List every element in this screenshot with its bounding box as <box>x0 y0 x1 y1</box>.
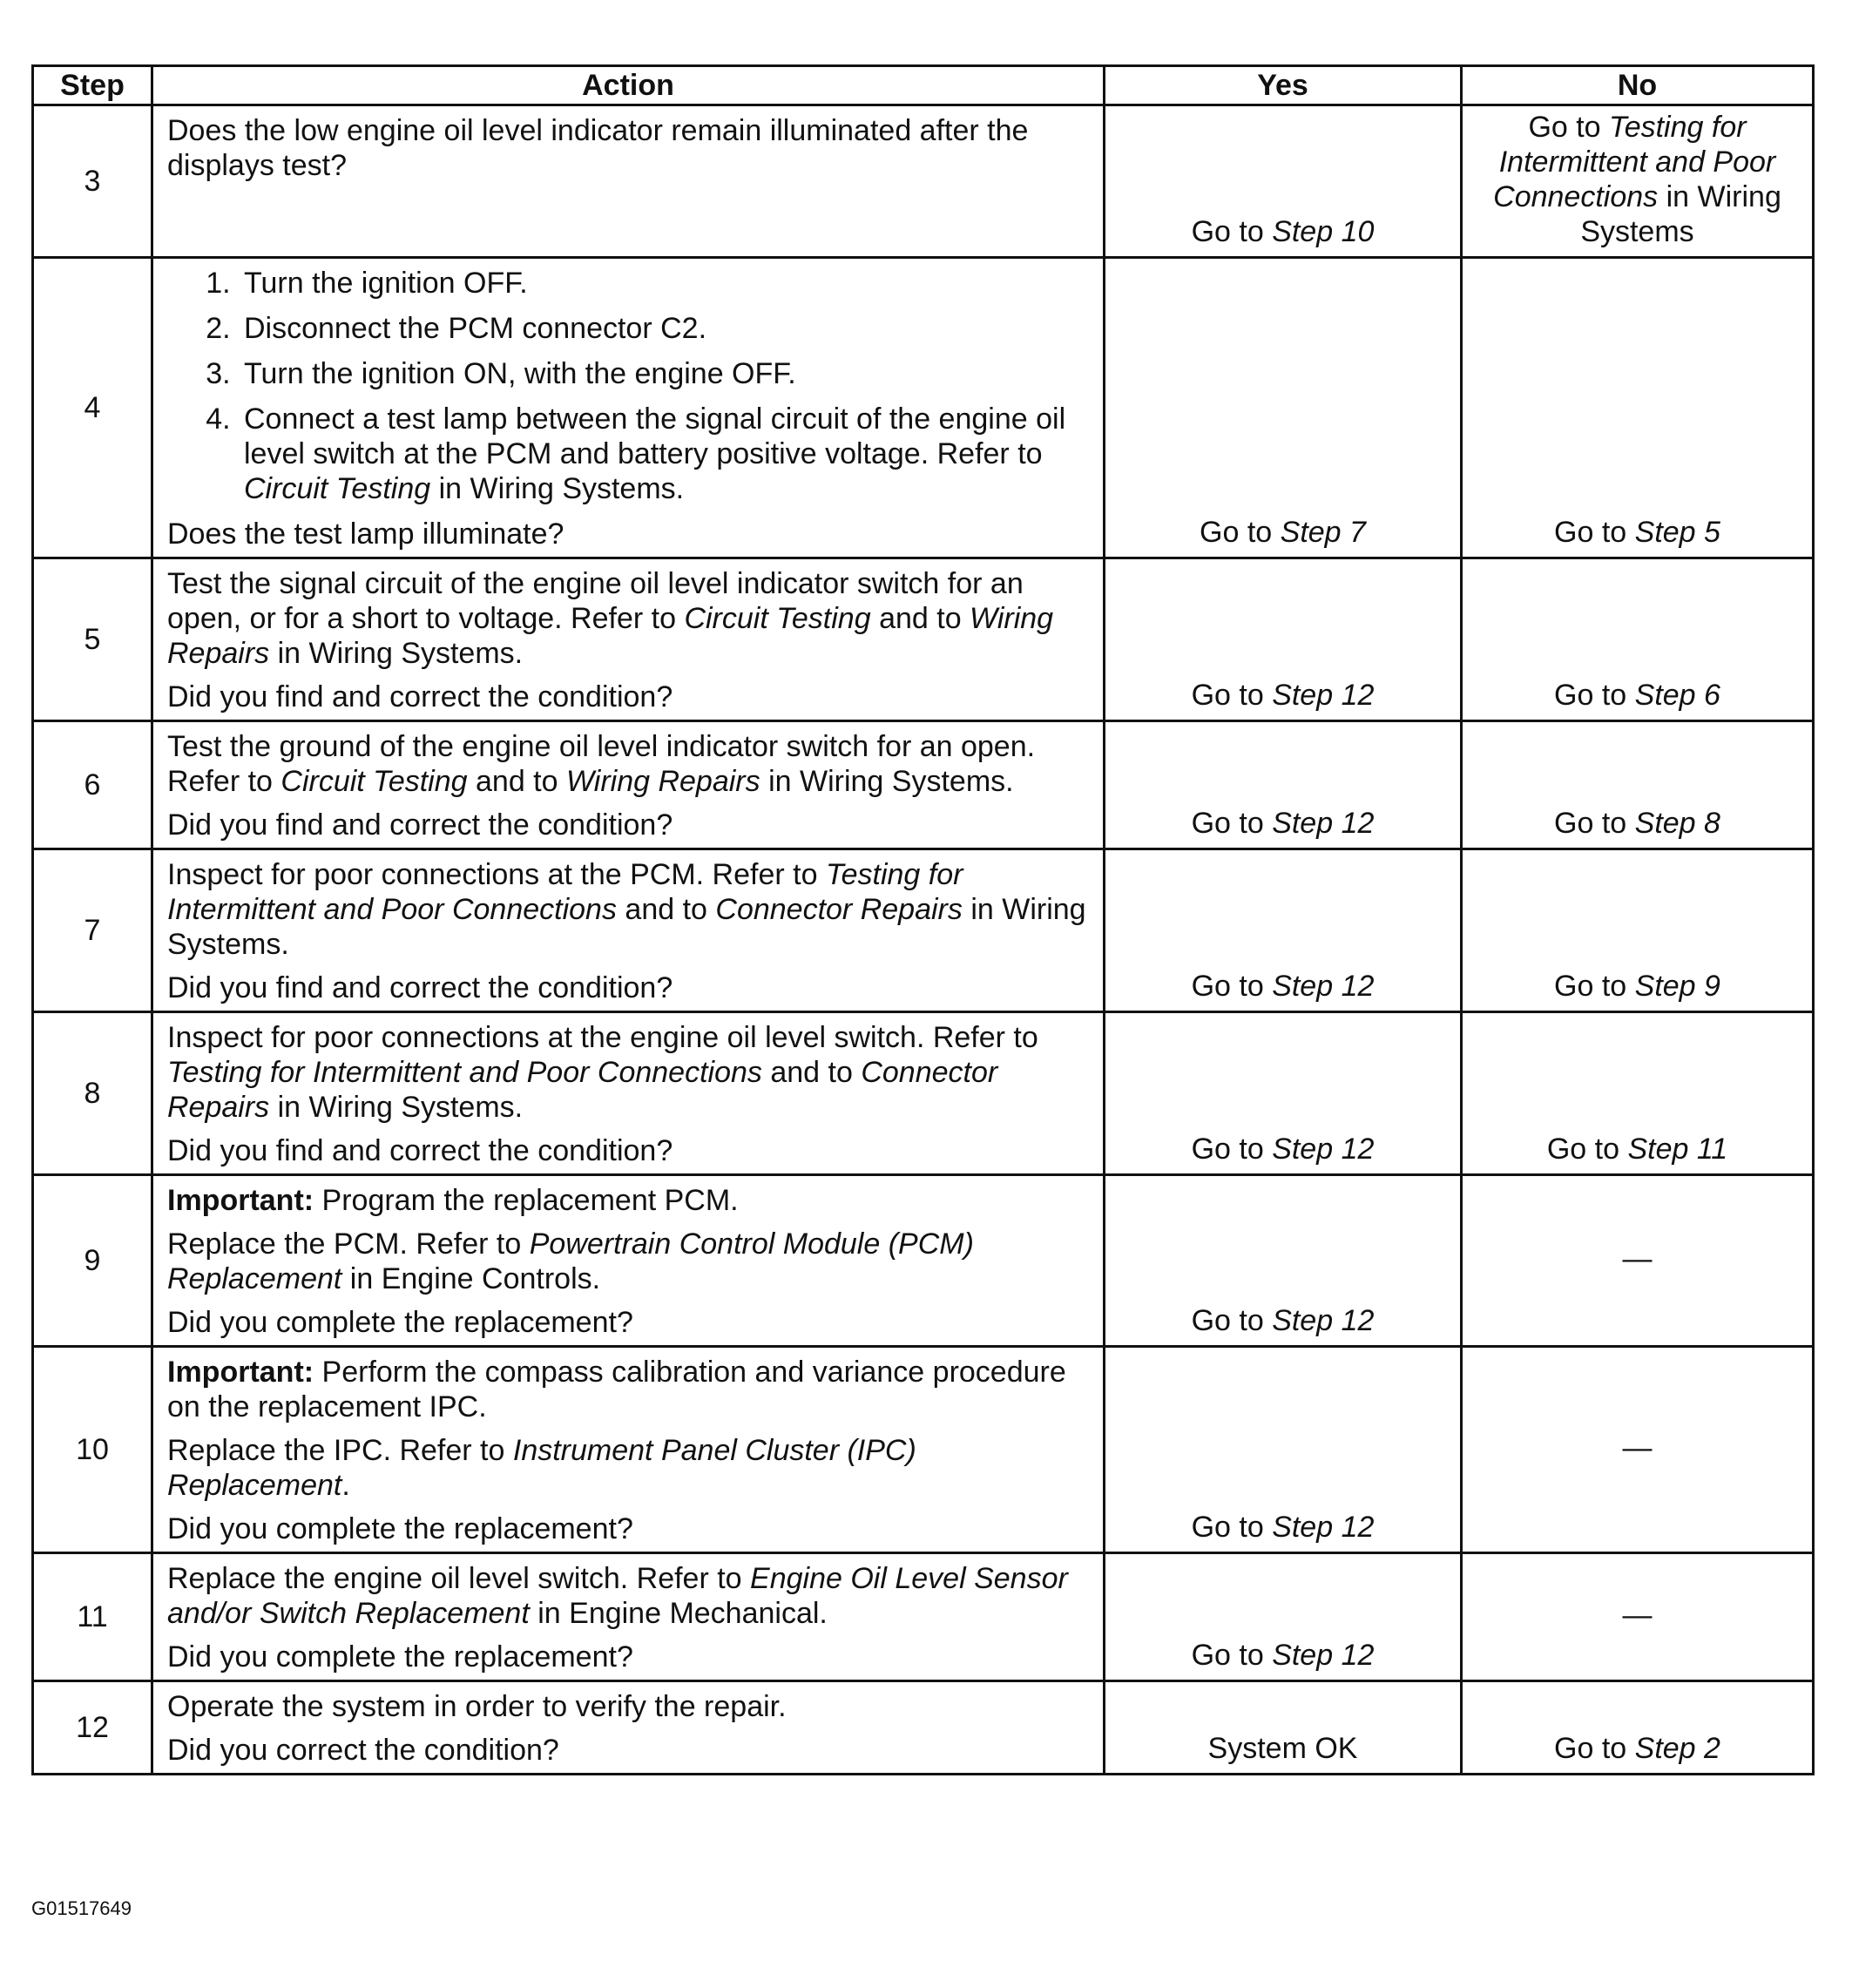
reference-title: Step 12 <box>1272 679 1375 712</box>
text-run: System OK <box>1207 1732 1358 1765</box>
reference-title: Testing for Intermittent and Poor Connections <box>1493 111 1776 213</box>
text-run: Test the ground of the engine oil level indicator switch for an open. Refer to <box>167 730 1036 798</box>
reference-title: Step 6 <box>1634 679 1720 712</box>
action-cell <box>152 558 1105 721</box>
table-body <box>33 105 1814 1775</box>
reference-title: Step 12 <box>1272 1639 1375 1672</box>
reference-title: Testing for Intermittent and Poor Connections <box>167 858 963 926</box>
text-run: Go to <box>1554 807 1635 840</box>
action-question: Does the test lamp illuminate? <box>167 517 564 551</box>
step-number: 4 <box>33 258 152 558</box>
text-run: Go to <box>1191 679 1273 712</box>
text-run: and to <box>761 1056 862 1089</box>
action-cell <box>152 1347 1105 1553</box>
text-run: Perform the compass calibration and variance procedure on the replacement IPC. <box>167 1356 1066 1423</box>
yes-result <box>1105 721 1462 849</box>
text-run: Connect a test lamp between the signal circuit of the engine oil level switch at the PCM and battery positive voltage. Refer to <box>244 402 1066 470</box>
reference-title: Step 12 <box>1272 1304 1375 1337</box>
text-run: Go to <box>1554 970 1635 1003</box>
text-run: Disconnect the PCM connector C2. <box>244 312 707 345</box>
yes-result <box>1105 105 1462 258</box>
text-run: Replace the IPC. Refer to <box>167 1434 513 1467</box>
yes-result <box>1105 1681 1462 1775</box>
action-question: Did you complete the replacement? <box>167 1512 633 1545</box>
text-run: and to <box>870 602 970 635</box>
text-run: Test the signal circuit of the engine oil level indicator switch for an open, or for a short to voltage. Refer to <box>167 567 1024 635</box>
text-run: Go to <box>1191 807 1273 840</box>
reference-title: Connector Repairs <box>167 1056 998 1124</box>
action-cell <box>152 258 1105 558</box>
text-run: and to <box>467 765 566 798</box>
text-run: Go to <box>1191 1511 1273 1544</box>
action-cell <box>152 721 1105 849</box>
yes-result <box>1105 849 1462 1012</box>
reference-title: Step 10 <box>1272 215 1375 248</box>
reference-title: Instrument Panel Cluster (IPC) Replacement <box>167 1434 916 1502</box>
table-row <box>33 105 1814 258</box>
text-run: Turn the ignition ON, with the engine OFF. <box>244 357 796 390</box>
text-run: Go to <box>1200 516 1281 549</box>
step-number: 6 <box>33 721 152 849</box>
step-number: 5 <box>33 558 152 721</box>
action-step-item <box>239 356 1091 391</box>
diagnostic-table <box>31 64 1815 1775</box>
reference-title: Step 8 <box>1634 807 1720 840</box>
action-paragraph <box>167 566 1091 671</box>
text-run: in Wiring Systems. <box>760 765 1014 798</box>
step-number: 7 <box>33 849 152 1012</box>
step-number: 12 <box>33 1681 152 1775</box>
text-run: and to <box>616 893 716 926</box>
figure-id: G01517649 <box>31 1897 132 1919</box>
action-paragraph <box>167 729 1091 799</box>
reference-title: Testing for Intermittent and Poor Connections <box>167 1056 762 1089</box>
table-row <box>33 721 1814 849</box>
action-cell <box>152 105 1105 258</box>
action-step-item <box>239 402 1091 506</box>
text-run: . <box>341 1469 350 1502</box>
no-result <box>1462 1012 1814 1175</box>
reference-title: Wiring Repairs <box>565 765 760 798</box>
text-run: — <box>1622 1242 1653 1275</box>
action-step-list <box>167 266 1091 506</box>
action-paragraph <box>167 1433 1091 1503</box>
no-result <box>1462 1553 1814 1681</box>
table-row <box>33 1012 1814 1175</box>
yes-result <box>1105 1553 1462 1681</box>
text-run: Go to <box>1528 111 1610 144</box>
reference-title: Step 2 <box>1634 1732 1720 1765</box>
text-run: in Wiring Systems. <box>430 472 685 505</box>
reference-title: Step 11 <box>1627 1133 1728 1166</box>
action-paragraph <box>167 1020 1091 1125</box>
text-run: Inspect for poor connections at the PCM. Refer to <box>167 858 826 891</box>
table-row <box>33 1553 1814 1681</box>
text-run: Replace the PCM. Refer to <box>167 1227 530 1261</box>
action-step-item <box>239 311 1091 346</box>
text-run: Go to <box>1191 1133 1273 1166</box>
yes-result <box>1105 1012 1462 1175</box>
action-question: Did you correct the condition? <box>167 1734 559 1767</box>
text-run: Go to <box>1191 215 1273 248</box>
action-paragraph <box>167 1183 1091 1218</box>
yes-result <box>1105 258 1462 558</box>
reference-title: Circuit Testing <box>281 765 468 798</box>
reference-title: Step 9 <box>1634 970 1720 1003</box>
action-paragraph <box>167 113 1091 183</box>
action-paragraph <box>167 857 1091 962</box>
text-run: Turn the ignition OFF. <box>244 267 528 300</box>
text-run: Go to <box>1554 516 1635 549</box>
text-run: Program the replacement PCM. <box>314 1184 739 1217</box>
no-result <box>1462 1347 1814 1553</box>
text-run: Go to <box>1191 1639 1273 1672</box>
no-result <box>1462 558 1814 721</box>
reference-title: Connector Repairs <box>715 893 963 926</box>
yes-result <box>1105 558 1462 721</box>
text-run: in Wiring Systems <box>1580 180 1781 248</box>
reference-title: Step 12 <box>1272 1133 1375 1166</box>
action-cell <box>152 1681 1105 1775</box>
text-run: Go to <box>1191 1304 1273 1337</box>
text-run: in Wiring Systems. <box>167 893 1086 961</box>
action-question: Did you complete the replacement? <box>167 1640 633 1674</box>
step-number: 10 <box>33 1347 152 1553</box>
action-question: Did you find and correct the condition? <box>167 971 673 1004</box>
no-result <box>1462 1175 1814 1347</box>
action-cell <box>152 1553 1105 1681</box>
action-question: Did you find and correct the condition? <box>167 808 673 842</box>
table-row <box>33 1175 1814 1347</box>
table-header-row <box>33 66 1814 105</box>
no-result <box>1462 849 1814 1012</box>
action-paragraph <box>167 1227 1091 1296</box>
action-question: Did you complete the replacement? <box>167 1306 633 1339</box>
table-row <box>33 849 1814 1012</box>
reference-title: Step 12 <box>1272 970 1375 1003</box>
reference-title: Powertrain Control Module (PCM) Replacement <box>167 1227 974 1295</box>
header-step: Step <box>33 66 152 105</box>
reference-title: Circuit Testing <box>244 472 431 505</box>
text-run: Operate the system in order to verify the repair. <box>167 1690 787 1723</box>
text-run: — <box>1622 1431 1653 1464</box>
yes-result <box>1105 1175 1462 1347</box>
text-run: in Engine Mechanical. <box>529 1597 828 1630</box>
step-number: 8 <box>33 1012 152 1175</box>
action-step-item <box>239 266 1091 301</box>
yes-result <box>1105 1347 1462 1553</box>
reference-title: Engine Oil Level Sensor and/or Switch Replacement <box>167 1562 1068 1630</box>
text-run: Go to <box>1546 1133 1628 1166</box>
action-cell <box>152 1012 1105 1175</box>
text-run: — <box>1622 1599 1653 1632</box>
table-row <box>33 558 1814 721</box>
text-run: Go to <box>1191 970 1273 1003</box>
header-action: Action <box>152 66 1105 105</box>
text-run: in Engine Controls. <box>341 1262 601 1295</box>
table-row <box>33 1681 1814 1775</box>
reference-title: Circuit Testing <box>684 602 871 635</box>
no-result <box>1462 105 1814 258</box>
action-cell <box>152 849 1105 1012</box>
text-run: Does the low engine oil level indicator remain illuminated after the displays test? <box>167 114 1029 182</box>
text-run: Inspect for poor connections at the engine oil level switch. Refer to <box>167 1021 1038 1054</box>
action-paragraph <box>167 1561 1091 1631</box>
table-row <box>33 258 1814 558</box>
text-run: Go to <box>1554 1732 1635 1765</box>
no-result <box>1462 1681 1814 1775</box>
text-run: Replace the engine oil level switch. Refer to <box>167 1562 751 1595</box>
reference-title: Step 12 <box>1272 807 1375 840</box>
header-no: No <box>1462 66 1814 105</box>
step-number: 9 <box>33 1175 152 1347</box>
text-run: in Wiring Systems. <box>269 1091 524 1124</box>
emphasis-label: Important: <box>167 1184 314 1217</box>
no-result <box>1462 721 1814 849</box>
action-question: Did you find and correct the condition? <box>167 680 673 713</box>
action-question: Did you find and correct the condition? <box>167 1134 673 1167</box>
no-result <box>1462 258 1814 558</box>
table-row <box>33 1347 1814 1553</box>
reference-title: Step 7 <box>1280 516 1366 549</box>
reference-title: Wiring Repairs <box>167 602 1054 670</box>
text-run: in Wiring Systems. <box>269 637 524 670</box>
reference-title: Step 12 <box>1272 1511 1375 1544</box>
header-yes: Yes <box>1105 66 1462 105</box>
reference-title: Step 5 <box>1634 516 1720 549</box>
text-run: Go to <box>1554 679 1635 712</box>
emphasis-label: Important: <box>167 1356 314 1389</box>
action-cell <box>152 1175 1105 1347</box>
action-paragraph <box>167 1689 1091 1724</box>
step-number: 11 <box>33 1553 152 1681</box>
step-number: 3 <box>33 105 152 258</box>
action-paragraph <box>167 1355 1091 1424</box>
